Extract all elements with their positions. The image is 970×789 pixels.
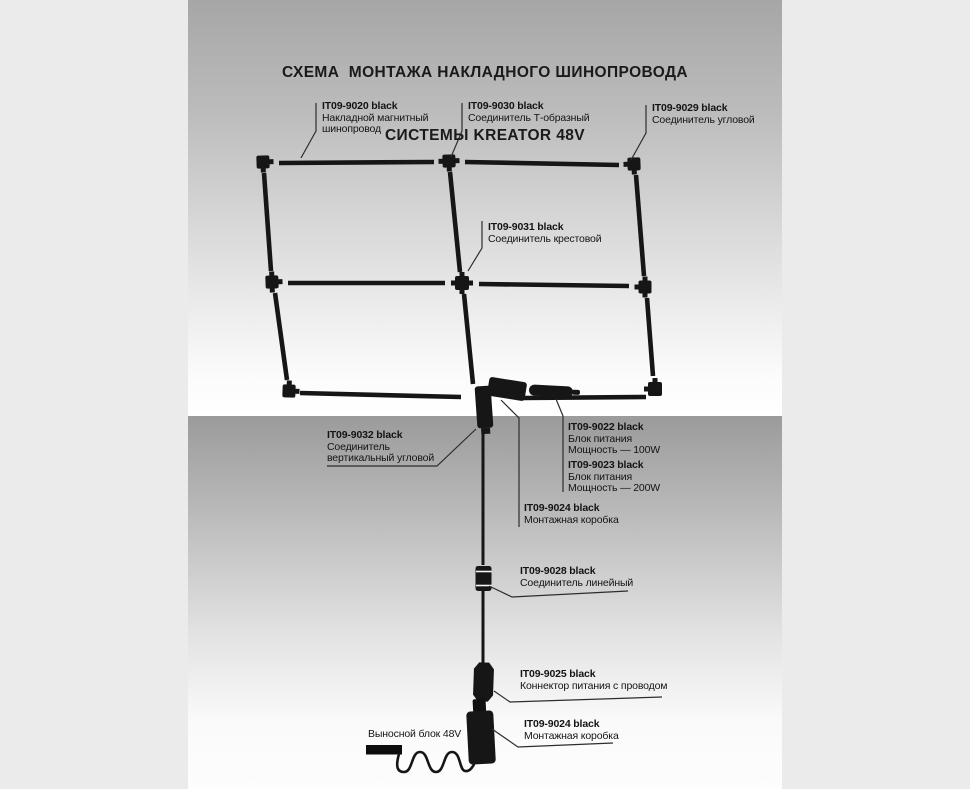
part-desc: Соединитель крестовой xyxy=(488,232,602,245)
part-desc: Монтажная коробка xyxy=(524,513,619,526)
part-desc: Монтажная коробка xyxy=(524,729,619,742)
label-it09-9023 xyxy=(568,460,660,495)
part-code: IT09-9028 black xyxy=(520,565,596,577)
part-desc: Соединитель линейный xyxy=(520,576,634,589)
label-it09-9022 xyxy=(568,422,660,457)
part-desc: Соединитель угловой xyxy=(652,113,755,126)
part-desc: Мощность — 200W xyxy=(568,482,661,494)
diagram-title-line2: СИСТЕМЫ KREATOR 48V xyxy=(384,127,586,144)
part-code: IT09-9029 black xyxy=(652,102,728,114)
part-desc: шинопровод xyxy=(322,123,381,135)
part-desc: Блок питания xyxy=(568,470,632,483)
linear-connector-icon xyxy=(476,566,492,591)
corner-connector-icon xyxy=(644,378,662,396)
label-it09-9031 xyxy=(488,222,601,245)
part-desc: Блок питания xyxy=(568,432,632,445)
power-cord-wave xyxy=(397,752,476,772)
label-it09-9028 xyxy=(520,566,633,589)
label-remote-48v-block xyxy=(368,729,461,741)
part-code: IT09-9031 black xyxy=(488,221,564,233)
label-it09-9024-bottom xyxy=(524,719,619,742)
part-code: IT09-9020 black xyxy=(322,100,398,112)
part-code: IT09-9022 black xyxy=(568,421,644,433)
t-connector-icon xyxy=(635,277,652,298)
part-desc: Накладной магнитный xyxy=(322,111,429,124)
part-desc: Соединитель xyxy=(327,440,390,453)
part-code: IT09-9025 black xyxy=(520,668,596,680)
label-it09-9020 xyxy=(322,101,428,136)
part-desc: Соединитель Т-образный xyxy=(468,111,590,124)
remote-48v-block-icon xyxy=(366,745,402,755)
part-code: IT09-9023 black xyxy=(568,459,644,471)
label-it09-9030 xyxy=(468,101,589,124)
mounting-box-icon xyxy=(487,377,528,402)
label-it09-9029 xyxy=(652,103,755,126)
label-it09-9025 xyxy=(520,669,667,692)
label-it09-9024-upper xyxy=(524,503,619,526)
cross-connector-icon xyxy=(451,272,473,294)
part-code: IT09-9024 black xyxy=(524,502,600,514)
part-code: IT09-9024 black xyxy=(524,718,600,730)
diagram-title-line1: СХЕМА МОНТАЖА НАКЛАДНОГО ШИНОПРОВОДА xyxy=(281,64,689,81)
mounting-box-bottom-icon xyxy=(466,698,496,764)
part-code: IT09-9032 black xyxy=(327,429,403,441)
part-desc: вертикальный угловой xyxy=(327,452,435,464)
power-connector-icon xyxy=(473,662,494,702)
part-desc: Коннектор питания с проводом xyxy=(520,679,668,692)
corner-connector-icon xyxy=(282,380,300,398)
part-code: IT09-9030 black xyxy=(468,100,544,112)
label-it09-9032 xyxy=(327,430,434,465)
remote-block-text: Выносной блок 48V xyxy=(368,728,462,740)
t-connector-icon xyxy=(265,271,283,293)
part-desc: Мощность — 100W xyxy=(568,444,661,456)
